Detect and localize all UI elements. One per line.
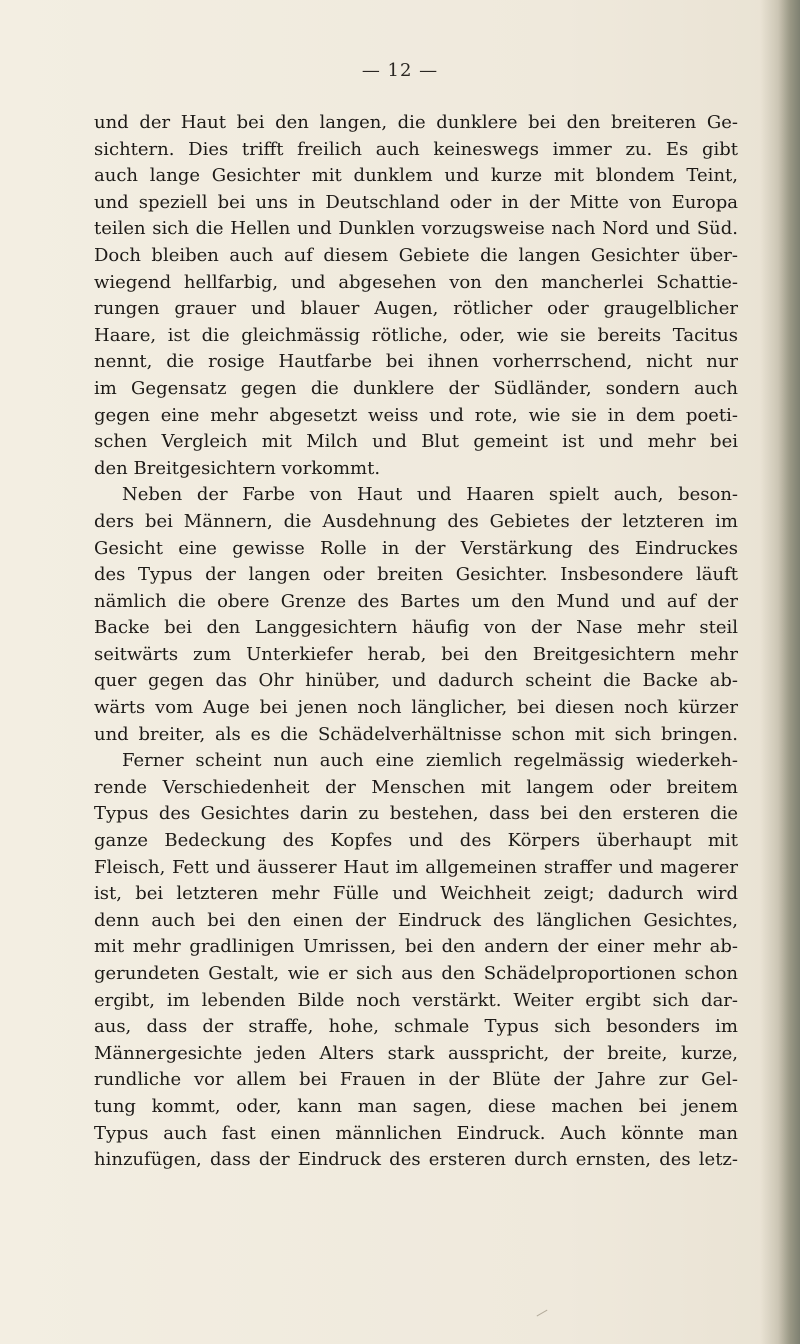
text-line: denn auch bei den einen der Eindruck des länglichen Gesichtes, — [94, 909, 738, 931]
text-line: gegen eine mehr abgesetzt weiss und rote, wie sie in dem poeti- — [94, 404, 738, 426]
text-line: rende Verschiedenheit der Menschen mit langem oder breitem — [94, 776, 738, 798]
paper-mark — [537, 1310, 552, 1324]
text-line: aus, dass der straffe, hohe, schmale Typus sich besonders im — [94, 1016, 738, 1038]
page-number: — 12 — — [361, 60, 439, 81]
text-line: ergibt, im lebenden Bilde noch verstärkt. Weiter ergibt sich dar- — [94, 989, 738, 1011]
text-line: wiegend hellfarbig, und abgesehen von den mancherlei Schattie- — [94, 271, 738, 293]
text-line: auch lange Gesichter mit dunklem und kurze mit blondem Teint, — [94, 165, 738, 187]
text-line: und breiter, als es die Schädelverhältnisse schon mit sich bringen. — [94, 723, 738, 745]
text-line: mit mehr gradlinigen Umrissen, bei den andern der einer mehr ab- — [94, 936, 738, 958]
text-line: quer gegen das Ohr hinüber, und dadurch scheint die Backe ab- — [94, 670, 738, 692]
text-line: ist, bei letzteren mehr Fülle und Weichheit zeigt; dadurch wird — [94, 883, 738, 905]
text-line: gerundeten Gestalt, wie er sich aus den Schädelproportionen schon — [94, 963, 738, 984]
text-line: Haare, ist die gleichmässig rötliche, oder, wie sie bereits Tacitus — [94, 324, 738, 346]
text-line: rundliche vor allem bei Frauen in der Blüte der Jahre zur Gel- — [94, 1069, 738, 1091]
text-line: Männergesichte jeden Alters stark ausspricht, der breite, kurze, — [94, 1042, 738, 1064]
text-line: Gesicht eine gewisse Rolle in der Verstärkung des Eindruckes — [94, 537, 738, 559]
text-line: Fleisch, Fett und äusserer Haut im allgemeinen straffer und magerer — [94, 856, 738, 878]
page-edge-shadow — [760, 0, 800, 1344]
text-line: Typus auch fast einen männlichen Eindruck. Auch könnte man — [94, 1122, 738, 1144]
text-line: tung kommt, oder, kann man sagen, diese machen bei jenem — [94, 1095, 738, 1117]
text-line: im Gegensatz gegen die dunklere der Südländer, sondern auch — [94, 377, 738, 399]
text-line: Doch bleiben auch auf diesem Gebiete die langen Gesichter über- — [94, 244, 738, 266]
text-line: den Breitgesichtern vorkommt. — [94, 457, 381, 479]
text-line: nennt, die rosige Hautfarbe bei ihnen vorherrschend, nicht nur — [94, 351, 738, 373]
text-line: sichtern. Dies trifft freilich auch keineswegs immer zu. Es gibt — [94, 138, 738, 160]
text-line: nämlich die obere Grenze des Bartes um den Mund und auf der — [94, 590, 738, 612]
text-line: hinzufügen, dass der Eindruck des ersteren durch ernsten, des letz- — [94, 1149, 738, 1171]
paragraph-start-line: Ferner scheint nun auch eine ziemlich regelmässig wiederkeh- — [122, 750, 738, 772]
text-line: teilen sich die Hellen und Dunklen vorzugsweise nach Nord und Süd. — [94, 218, 738, 240]
text-line: und der Haut bei den langen, die dunklere bei den breiteren Ge- — [94, 112, 738, 133]
text-line: schen Vergleich mit Milch und Blut gemeint ist und mehr bei — [94, 431, 738, 453]
paragraph-start-line: Neben der Farbe von Haut und Haaren spielt auch, beson- — [122, 484, 738, 506]
text-line: wärts vom Auge bei jenen noch länglicher, bei diesen noch kürzer — [94, 697, 738, 719]
body-text — [94, 110, 738, 1174]
text-line: und speziell bei uns in Deutschland oder in der Mitte von Europa — [94, 191, 738, 213]
text-line: Backe bei den Langgesichtern häufig von der Nase mehr steil — [94, 617, 738, 639]
text-line: des Typus der langen oder breiten Gesichter. Insbesondere läuft — [94, 564, 738, 586]
text-line: ganze Bedeckung des Kopfes und des Körpers überhaupt mit — [94, 830, 738, 852]
text-line: Typus des Gesichtes darin zu bestehen, dass bei den ersteren die — [94, 803, 738, 825]
text-line: seitwärts zum Unterkiefer herab, bei den Breitgesichtern mehr — [94, 643, 738, 665]
text-line: rungen grauer und blauer Augen, rötlicher oder graugelblicher — [94, 298, 738, 320]
text-line: ders bei Männern, die Ausdehnung des Gebietes der letzteren im — [94, 510, 738, 532]
